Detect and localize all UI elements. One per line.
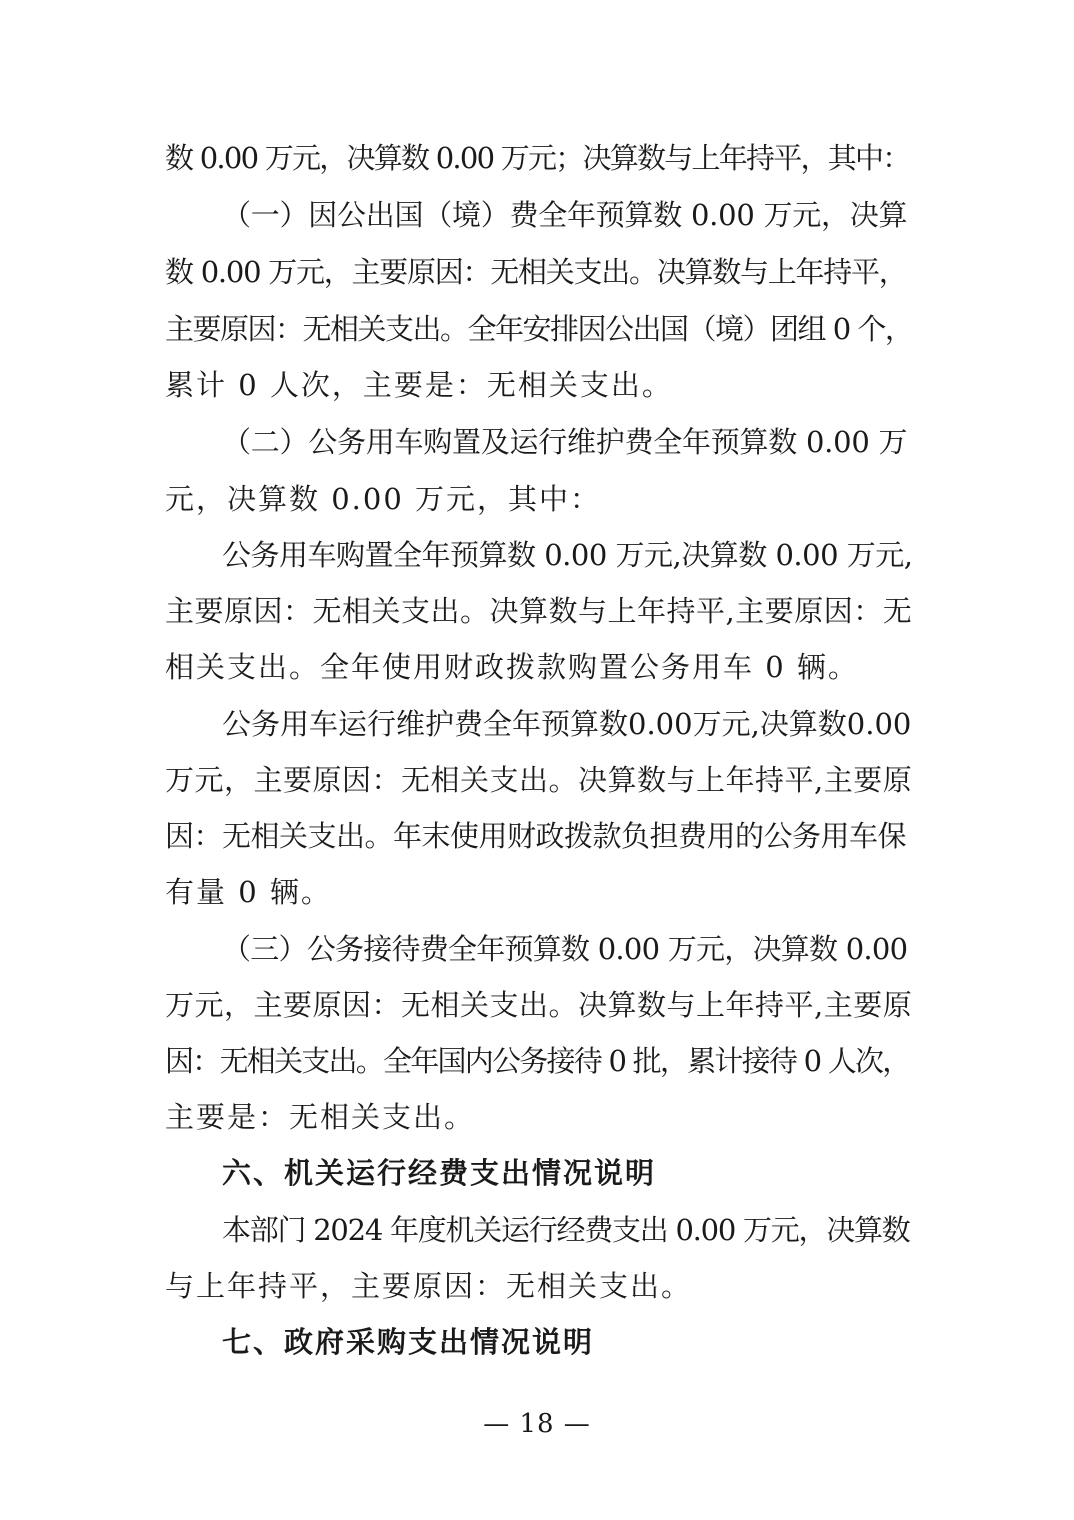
body-text-line: 元，决算数 0.00 万元，其中： <box>165 482 602 516</box>
section-6-heading: 六、机关运行经费支出情况说明 <box>222 1156 657 1190</box>
paragraph-5-start: （三）公务接待费全年预算数 0.00 万元，决算数 0.00 <box>222 932 908 966</box>
body-text-line: 与上年持平，主要原因：无相关支出。 <box>165 1269 693 1303</box>
page-number: — 18 — <box>483 1409 591 1439</box>
body-text-line: 累计 0 人次，主要是：无相关支出。 <box>165 368 673 402</box>
body-text-line: 万元，主要原因：无相关支出。决算数与上年持平,主要原 <box>165 988 913 1022</box>
paragraph-3-start: 公务用车购置全年预算数 0.00 万元,决算数 0.00 万元, <box>222 538 913 572</box>
body-text-line: 主要原因：无相关支出。决算数与上年持平,主要原因：无 <box>165 594 913 628</box>
body-text-line: 主要是：无相关支出。 <box>165 1100 476 1134</box>
paragraph-1-start: （一）因公出国（境）费全年预算数 0.00 万元，决算 <box>222 198 908 232</box>
body-text-line: 数 0.00 万元，主要原因：无相关支出。决算数与上年持平， <box>165 255 907 289</box>
body-text-line: 万元，主要原因：无相关支出。决算数与上年持平,主要原 <box>165 763 913 797</box>
paragraph-2-start: （二）公务用车购置及运行维护费全年预算数 0.00 万 <box>222 425 908 459</box>
section-7-heading: 七、政府采购支出情况说明 <box>222 1325 595 1359</box>
body-text-line: 因：无相关支出。全年国内公务接待 0 批，累计接待 0 人次， <box>165 1044 910 1078</box>
body-text-line: 相关支出。全年使用财政拨款购置公务用车 0 辆。 <box>165 650 859 684</box>
body-text-line: 因：无相关支出。年末使用财政拨款负担费用的公务用车保 <box>165 819 907 853</box>
body-text-line: 数 0.00 万元，决算数 0.00 万元；决算数与上年持平，其中： <box>165 141 910 175</box>
section-6-paragraph-start: 本部门 2024 年度机关运行经费支出 0.00 万元，决算数 <box>222 1213 910 1247</box>
body-text-line: 主要原因：无相关支出。全年安排因公出国（境）团组 0 个， <box>165 312 913 346</box>
paragraph-4-start: 公务用车运行维护费全年预算数0.00万元,决算数0.00 <box>222 707 912 741</box>
body-text-line: 有量 0 辆。 <box>165 875 332 909</box>
